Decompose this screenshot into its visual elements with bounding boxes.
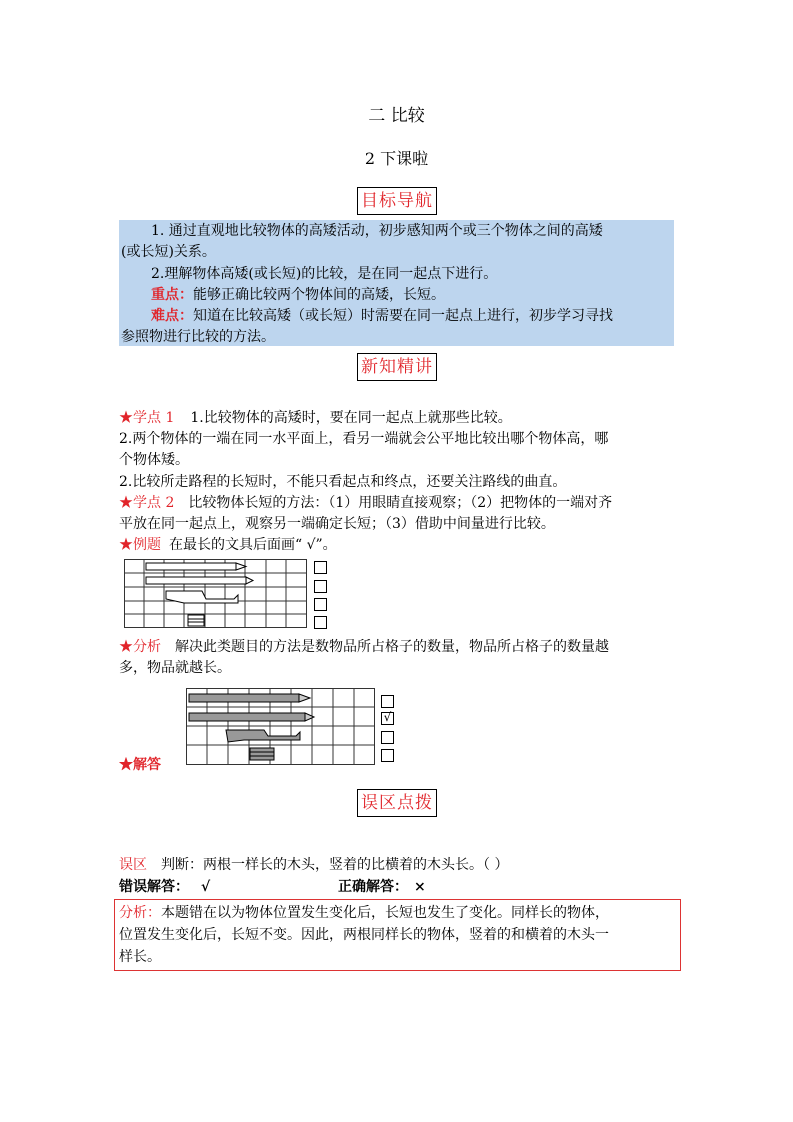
right-answer-label: 正确解答： (338, 879, 408, 895)
example-label: ★例题 (119, 537, 161, 553)
example (119, 535, 337, 556)
mistake-analysis-line2: 位置发生变化后，长短不变。因此，两根同样长的物体，竖着的和横着的木头一 (119, 927, 609, 943)
key-point-text: 能够正确比较两个物体间的高矮，长短。 (193, 287, 445, 303)
check-mark: √ (383, 710, 392, 724)
answer-checkbox-2[interactable] (381, 712, 394, 725)
pencil-long-icon (146, 563, 246, 570)
point1-line2: 2.两个物体的一端在同一水平面上，看另一端就会公平地比较出哪个物体高，哪 (119, 431, 609, 447)
point1-text: 1.比较物体的高矮时，要在同一起点上就那些比较。 (190, 410, 512, 426)
example-checkbox-3[interactable] (314, 598, 327, 611)
eraser-icon (188, 615, 204, 626)
pencil-sharpener-shaded-icon (226, 730, 300, 742)
section-title-goals: 目标导航 (357, 187, 437, 215)
right-answer (338, 877, 426, 898)
section-title-new-knowledge: 新知精讲 (357, 353, 437, 381)
mistake-question-text: 判断：两根一样长的木头，竖着的比横着的木头长。（ ） (161, 857, 509, 873)
analysis (119, 637, 609, 658)
answer-label (119, 755, 161, 776)
analysis-text: 解决此类题目的方法是数物品所占格子的数量，物品所占格子的数量越 (175, 639, 609, 655)
pencil-long-shaded-icon (189, 694, 310, 702)
difficult-point-cont: 参照物进行比较的方法。 (121, 329, 275, 345)
goal-line-2: (或长短)关系。 (121, 244, 216, 260)
point2 (119, 493, 612, 514)
answer-checkbox-1[interactable] (381, 695, 394, 708)
point2-label: ★学点 2 (119, 495, 175, 511)
mistake-question (119, 855, 508, 876)
example-checkbox-1[interactable] (314, 561, 327, 574)
example-grid-figure (124, 559, 308, 629)
example-checkbox-4[interactable] (314, 616, 327, 629)
mistake-analysis-line1 (119, 903, 609, 924)
section-title-mistakes: 误区点拨 (357, 789, 437, 817)
mistake-analysis-line3: 样长。 (119, 949, 161, 965)
analysis-line2: 多，物品就越长。 (119, 660, 231, 676)
wrong-answer-label: 错误解答： (119, 879, 189, 895)
point1-label: ★学点 1 (119, 410, 175, 426)
point1-line3: 个物体矮。 (119, 452, 189, 468)
right-answer-value: × (414, 879, 426, 895)
goal-line-3: 2.理解物体高矮(或长短)的比较，是在同一起点下进行。 (151, 266, 498, 282)
answer-checkbox-3[interactable] (381, 731, 394, 744)
answer-checkbox-4[interactable] (381, 749, 394, 762)
answer-label-text: ★解答 (119, 757, 161, 773)
eraser-shaded-icon (250, 748, 274, 760)
point1-line4: 2.比较所走路程的长短时，不能只看起点和终点，还要关注路线的曲直。 (119, 474, 567, 490)
mistake-analysis-text1: 本题错在以为物体位置发生变化后，长短也发生了变化。同样长的物体， (161, 905, 609, 921)
answer-grid-figure (186, 688, 376, 766)
difficult-point (151, 306, 613, 327)
pencil-longer-icon (146, 577, 253, 584)
pencil-sharpener-icon (166, 591, 238, 603)
difficult-point-text: 知道在比较高矮（或长短）时需要在同一起点上进行，初步学习寻找 (193, 308, 613, 324)
example-text: 在最长的文具后面画“ √”。 (169, 537, 337, 553)
wrong-answer-value: √ (201, 879, 211, 895)
analysis-label: ★分析 (119, 639, 161, 655)
difficult-point-label: 难点： (151, 308, 193, 324)
lesson-title: 2 下课啦 (364, 149, 429, 168)
pencil-longer-shaded-icon (189, 713, 314, 721)
mistake-label: 误区 (119, 857, 147, 873)
key-point (151, 285, 445, 306)
mistake-analysis-label: 分析： (119, 905, 161, 921)
wrong-answer (119, 877, 210, 898)
point1 (119, 408, 512, 429)
example-checkbox-2[interactable] (314, 580, 327, 593)
point2-text: 比较物体长短的方法：（1）用眼睛直接观察；（2）把物体的一端对齐 (188, 495, 613, 511)
unit-title: 二 比较 (368, 106, 425, 126)
goal-line-1: 1. 通过直观地比较物体的高矮活动，初步感知两个或三个物体之间的高矮 (151, 223, 603, 239)
point2-line2: 平放在同一起点上，观察另一端确定长短；（3）借助中间量进行比较。 (119, 516, 555, 532)
key-point-label: 重点： (151, 287, 193, 303)
